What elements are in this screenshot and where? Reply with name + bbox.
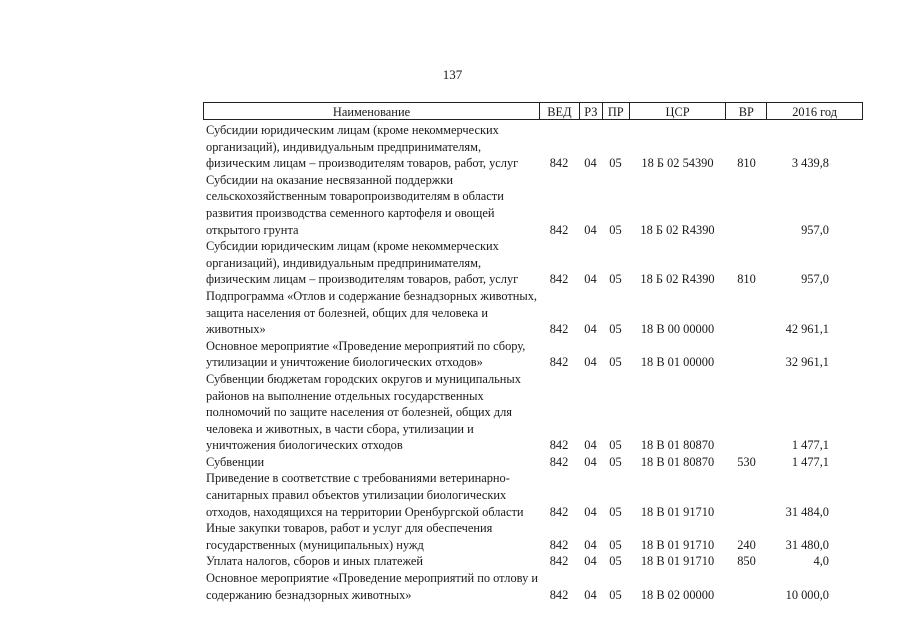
row-amount: 1 477,1 [791, 438, 829, 453]
row-rz: 04 [584, 156, 597, 171]
row-amount: 957,0 [801, 222, 829, 237]
row-csr: 18 Б 02 R4390 [640, 272, 715, 287]
row-rz: 04 [584, 454, 597, 469]
row-pr: 05 [609, 454, 622, 469]
budget-table [203, 102, 863, 603]
row-ved: 842 [549, 355, 569, 370]
row-pr: 05 [609, 537, 622, 552]
row-pr: 05 [609, 504, 622, 519]
row-ved: 842 [549, 222, 569, 237]
row-vr: 530 [737, 454, 756, 469]
row-pr: 05 [609, 438, 622, 453]
row-amount: 1 477,1 [791, 454, 829, 469]
row-pr: 05 [609, 272, 622, 287]
row-ved: 842 [549, 504, 569, 519]
row-ved: 842 [549, 537, 569, 552]
header-name: Наименование [332, 105, 411, 119]
row-amount: 10 000,0 [785, 587, 829, 602]
table-row [203, 470, 863, 520]
row-amount: 31 480,0 [785, 537, 829, 552]
header-year: 2016 год [766, 103, 862, 119]
row-pr: 05 [609, 322, 622, 337]
row-amount: 31 484,0 [785, 504, 829, 519]
row-amount: 32 961,1 [785, 355, 829, 370]
row-rz: 04 [584, 587, 597, 602]
table-row [203, 570, 863, 603]
row-pr: 05 [609, 355, 622, 370]
row-vr: 810 [737, 272, 756, 287]
table-row [203, 338, 863, 371]
row-vr: 850 [737, 554, 756, 569]
row-name: Подпрограмма «Отлов и содержание безнадзорных животных, защита населения от болезней, общих для человека и животных» [206, 288, 538, 337]
row-name: Субвенции [206, 454, 265, 469]
row-rz: 04 [584, 322, 597, 337]
table-row [203, 288, 863, 338]
row-rz: 04 [584, 554, 597, 569]
row-name: Основное мероприятие «Проведение мероприятий по отлову и содержанию безнадзорных животных» [206, 571, 538, 602]
table-row [203, 238, 863, 288]
row-csr: 18 В 01 80870 [640, 438, 715, 453]
row-csr: 18 В 00 00000 [640, 322, 715, 337]
row-rz: 04 [584, 438, 597, 453]
row-amount: 3 439,8 [791, 156, 829, 171]
row-ved: 842 [549, 454, 569, 469]
row-name: Субвенции бюджетам городских округов и муниципальных районов на выполнение отдельных государственных полномочий по защите населения от болезней, общих для человека и животных, в части сбора, утилизации и уничтожения биологических отходов [206, 371, 521, 453]
table-row [203, 122, 863, 172]
header-vr: ВР [725, 103, 766, 119]
row-name: Приведение в соответствие с требованиями ветеринарно-санитарных правил объектов утилизации биологических отходов, находящихся на территории Оренбургской области [206, 471, 524, 519]
row-amount: 4,0 [813, 554, 829, 569]
row-ved: 842 [549, 272, 569, 287]
table-body [203, 122, 863, 603]
row-name: Уплата налогов, сборов и иных платежей [206, 554, 424, 569]
row-csr: 18 В 01 91710 [640, 554, 715, 569]
row-rz: 04 [584, 355, 597, 370]
row-ved: 842 [549, 322, 569, 337]
header-pr: ПР [602, 103, 629, 119]
table-row [203, 172, 863, 238]
table-row [203, 553, 863, 570]
row-rz: 04 [584, 537, 597, 552]
row-csr: 18 В 01 91710 [640, 504, 715, 519]
row-csr: 18 В 01 00000 [640, 355, 715, 370]
row-ved: 842 [549, 156, 569, 171]
row-ved: 842 [549, 554, 569, 569]
row-pr: 05 [609, 222, 622, 237]
header-csr: ЦСР [629, 103, 726, 119]
table-row [203, 520, 863, 553]
row-vr: 810 [737, 156, 756, 171]
row-name: Субсидии юридическим лицам (кроме некоммерческих организаций), индивидуальным предпринимателям, физическим лицам – производителям товаров, работ, услуг [206, 123, 519, 171]
row-csr: 18 В 02 00000 [640, 587, 715, 602]
row-name: Субсидии юридическим лицам (кроме некоммерческих организаций), индивидуальным предпринимателям, физическим лицам – производителям товаров, работ, услуг [206, 239, 519, 287]
row-amount: 957,0 [801, 272, 829, 287]
page-number: 137 [442, 67, 463, 82]
row-name: Основное мероприятие «Проведение мероприятий по сбору, утилизации и уничтожение биологических отходов» [206, 338, 526, 370]
header-rz: РЗ [579, 103, 602, 119]
row-amount: 42 961,1 [785, 322, 829, 337]
row-vr: 240 [737, 537, 756, 552]
table-row [203, 454, 863, 471]
row-csr: 18 Б 02 54390 [641, 156, 714, 171]
row-csr: 18 Б 02 R4390 [640, 222, 715, 237]
row-ved: 842 [549, 587, 569, 602]
row-name: Субсидии на оказание несвязанной поддержки сельскохозяйственным товаропроизводителям в области развития производства семенного картофеля и овощей открытого грунта [206, 172, 504, 237]
row-pr: 05 [609, 156, 622, 171]
row-pr: 05 [609, 554, 622, 569]
row-rz: 04 [584, 272, 597, 287]
row-rz: 04 [584, 504, 597, 519]
row-name: Иные закупки товаров, работ и услуг для обеспечения государственных (муниципальных) нужд [206, 521, 493, 552]
table-header [203, 102, 863, 120]
row-rz: 04 [584, 222, 597, 237]
table-row [203, 371, 863, 454]
row-ved: 842 [549, 438, 569, 453]
header-ved: ВЕД [539, 103, 579, 119]
row-csr: 18 В 01 80870 [640, 454, 715, 469]
row-csr: 18 В 01 91710 [640, 537, 715, 552]
row-pr: 05 [609, 587, 622, 602]
